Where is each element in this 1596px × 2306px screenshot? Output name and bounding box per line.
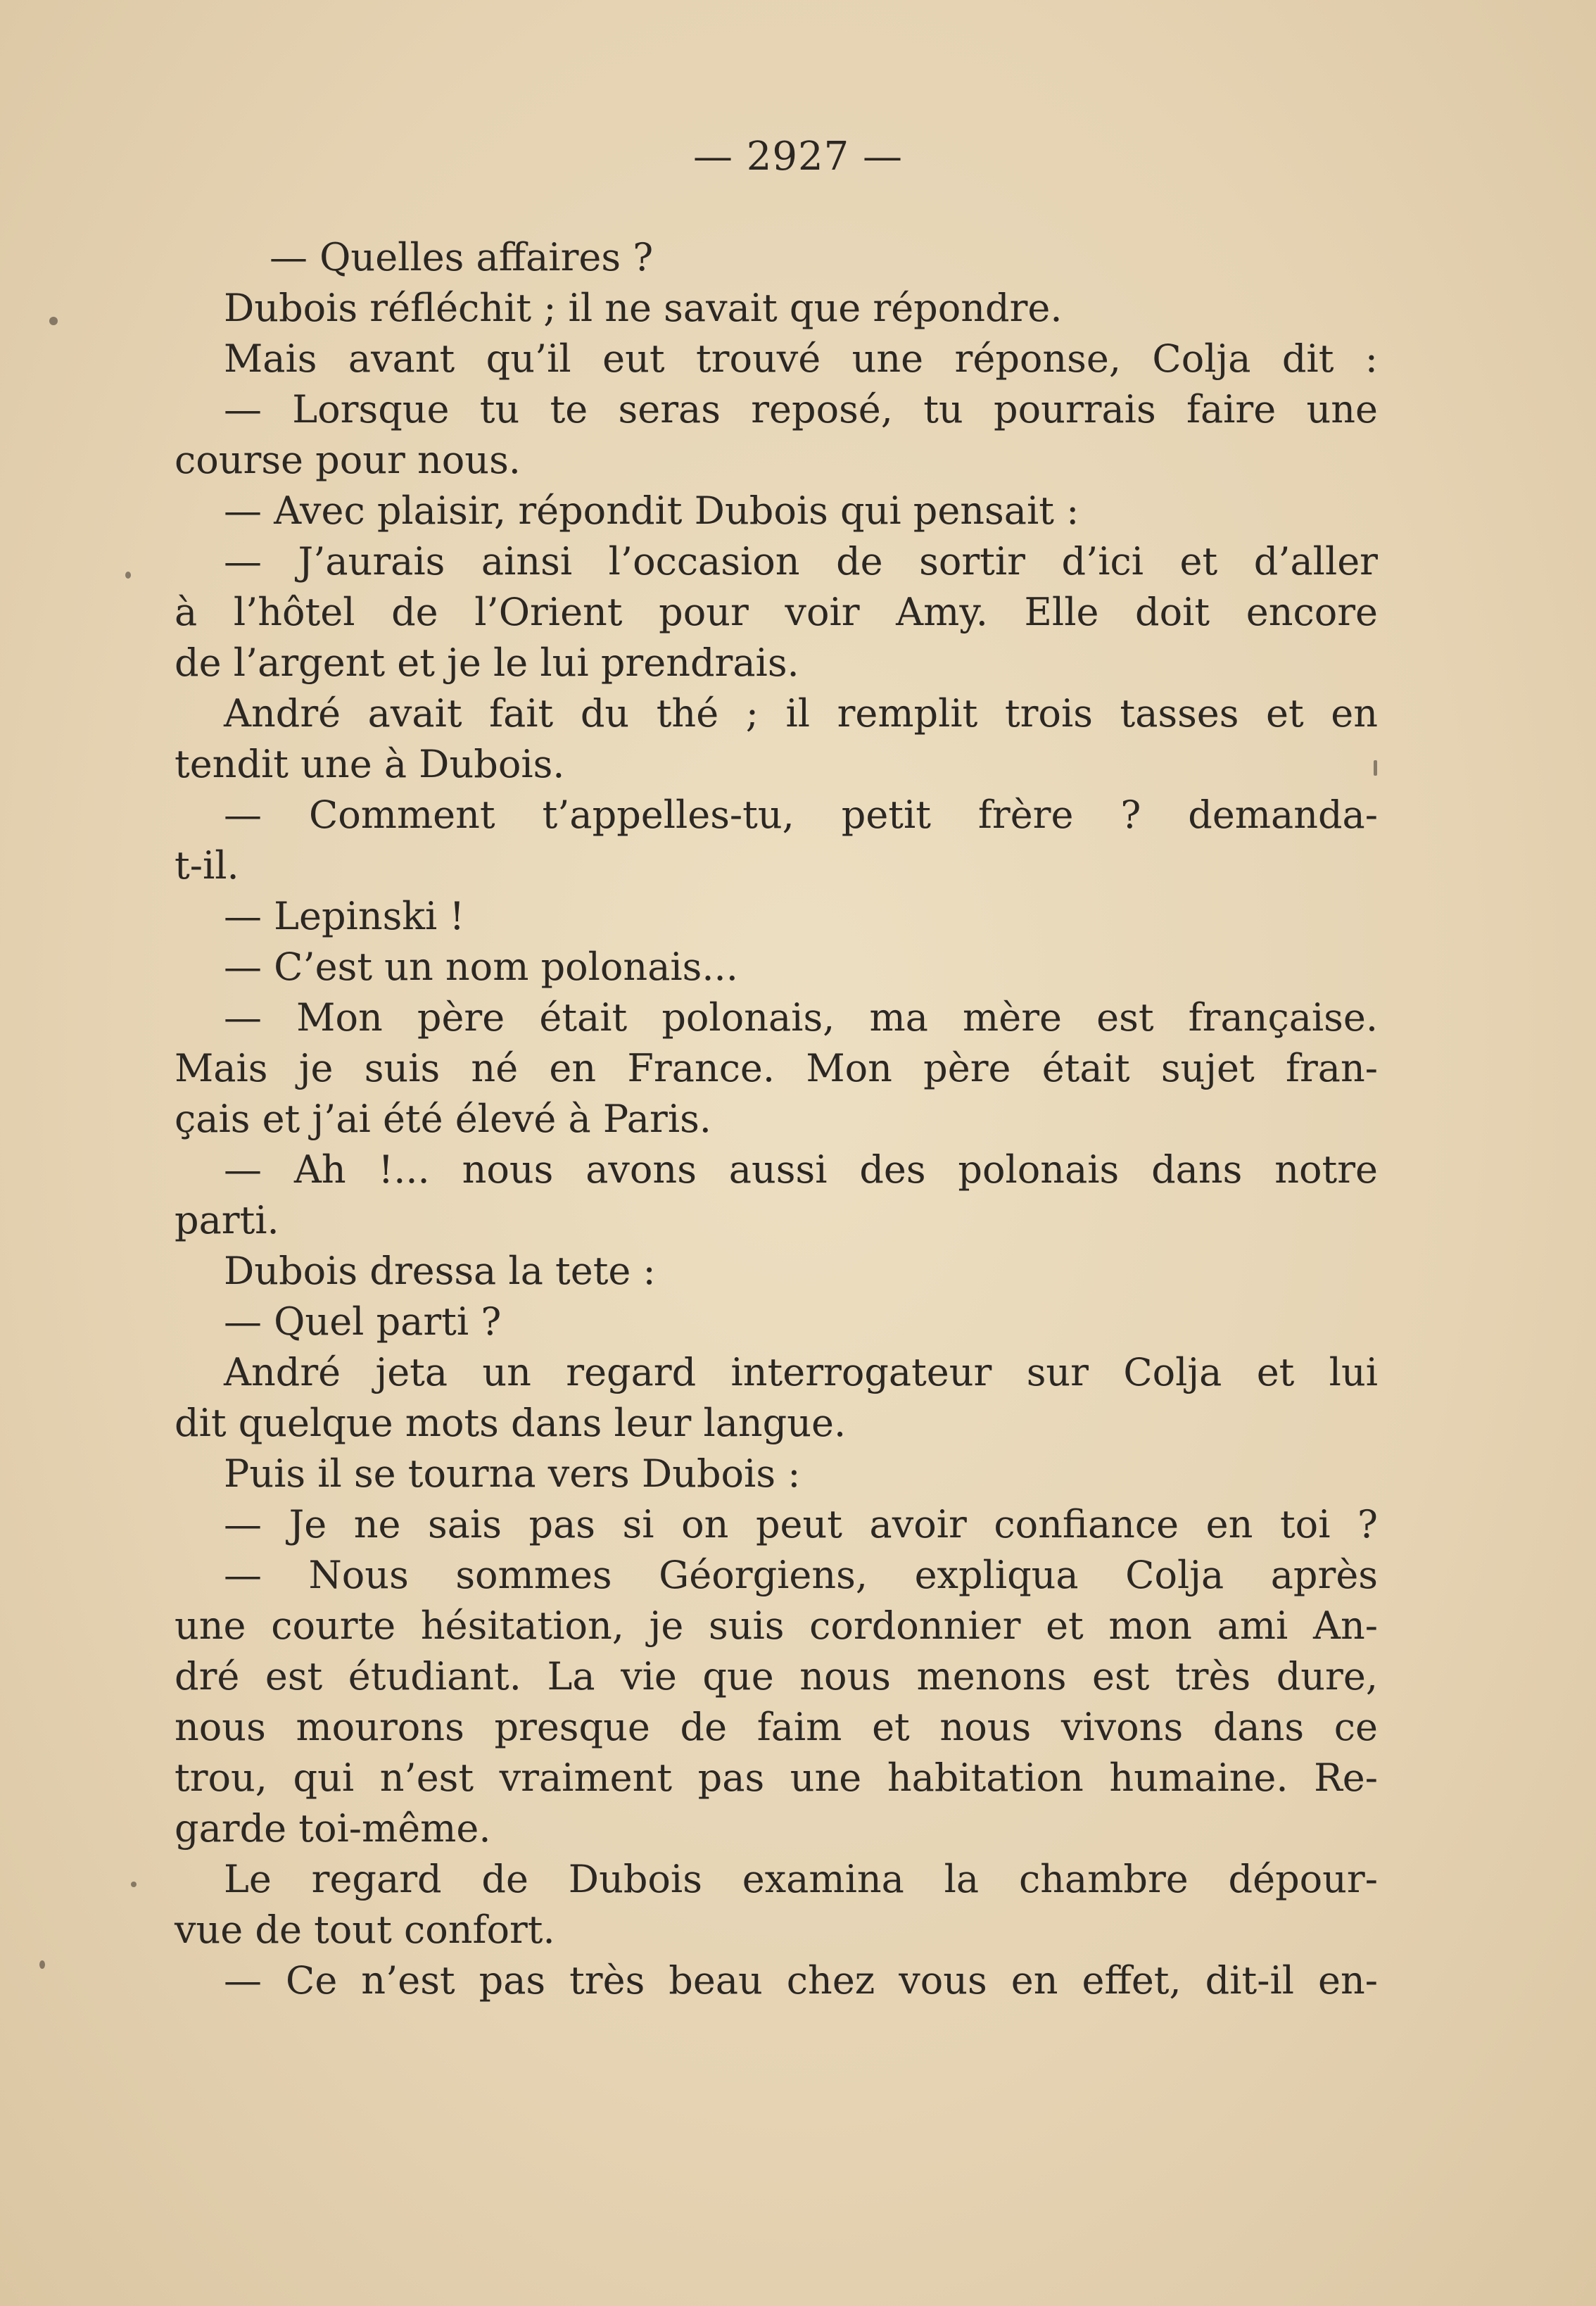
text-line: — J’aurais ainsi l’occasion de sortir d’ici et d’aller: [224, 539, 1378, 584]
text-line: André avait fait du thé ; il remplit trois tasses et en: [224, 691, 1378, 736]
text-line: Mais avant qu’il eut trouvé une réponse, Colja dit :: [224, 336, 1378, 381]
paper-speck: [125, 572, 131, 579]
text-line: de l’argent et je le lui prendrais.: [175, 641, 799, 685]
paper-speck: [39, 1960, 45, 1969]
text-line: Dubois réfléchit ; il ne savait que répondre.: [224, 286, 1063, 330]
text-line: — Avec plaisir, répondit Dubois qui pensait :: [224, 489, 1079, 533]
text-line: — Ce n’est pas très beau chez vous en effet, dit-il en-: [224, 1958, 1378, 2003]
paper-speck: [49, 317, 58, 325]
paper-speck: [1374, 760, 1377, 776]
paper-speck: [131, 1882, 137, 1887]
text-line: — Ah !... nous avons aussi des polonais dans notre: [224, 1147, 1378, 1192]
text-line: Puis il se tourna vers Dubois :: [224, 1451, 801, 1496]
page-number: — 2927 —: [692, 134, 904, 179]
text-line: nous mourons presque de faim et nous vivons dans ce: [175, 1705, 1378, 1749]
text-line: trou, qui n’est vraiment pas une habitation humaine. Re-: [175, 1756, 1378, 1800]
text-line: — Je ne sais pas si on peut avoir confiance en toi ?: [224, 1502, 1378, 1546]
text-line: t-il.: [175, 843, 239, 888]
text-line: Le regard de Dubois examina la chambre dépour-: [224, 1857, 1378, 1901]
text-line: — Quelles affaires ?: [270, 235, 654, 279]
text-line: dré est étudiant. La vie que nous menons est très dure,: [175, 1654, 1378, 1699]
text-line: — Nous sommes Géorgiens, expliqua Colja après: [224, 1553, 1378, 1597]
text-line: dit quelque mots dans leur langue.: [175, 1401, 847, 1445]
text-line: — Lepinski !: [224, 894, 465, 938]
text-line: une courte hésitation, je suis cordonnier et mon ami An-: [175, 1604, 1378, 1648]
text-line: course pour nous.: [175, 438, 521, 482]
text-line: — C’est un nom polonais...: [224, 945, 738, 989]
text-line: — Quel parti ?: [224, 1299, 502, 1344]
text-line: tendit une à Dubois.: [175, 742, 565, 786]
text-line: André jeta un regard interrogateur sur Colja et lui: [224, 1350, 1378, 1394]
text-line: — Comment t’appelles-tu, petit frère ? demanda-: [224, 793, 1378, 837]
text-line: çais et j’ai été élevé à Paris.: [175, 1097, 711, 1141]
text-line: Dubois dressa la tete :: [224, 1249, 656, 1293]
text-line: vue de tout confort.: [175, 1908, 555, 1952]
text-line: à l’hôtel de l’Orient pour voir Amy. Elle doit encore: [175, 590, 1378, 634]
text-line: — Mon père était polonais, ma mère est française.: [224, 995, 1378, 1040]
body-text: [175, 232, 1378, 2006]
text-line: Mais je suis né en France. Mon père était sujet fran-: [175, 1046, 1378, 1090]
text-line: — Lorsque tu te seras reposé, tu pourrais faire une: [224, 387, 1378, 431]
text-line: parti.: [175, 1198, 279, 1242]
text-line: garde toi-même.: [175, 1806, 491, 1851]
